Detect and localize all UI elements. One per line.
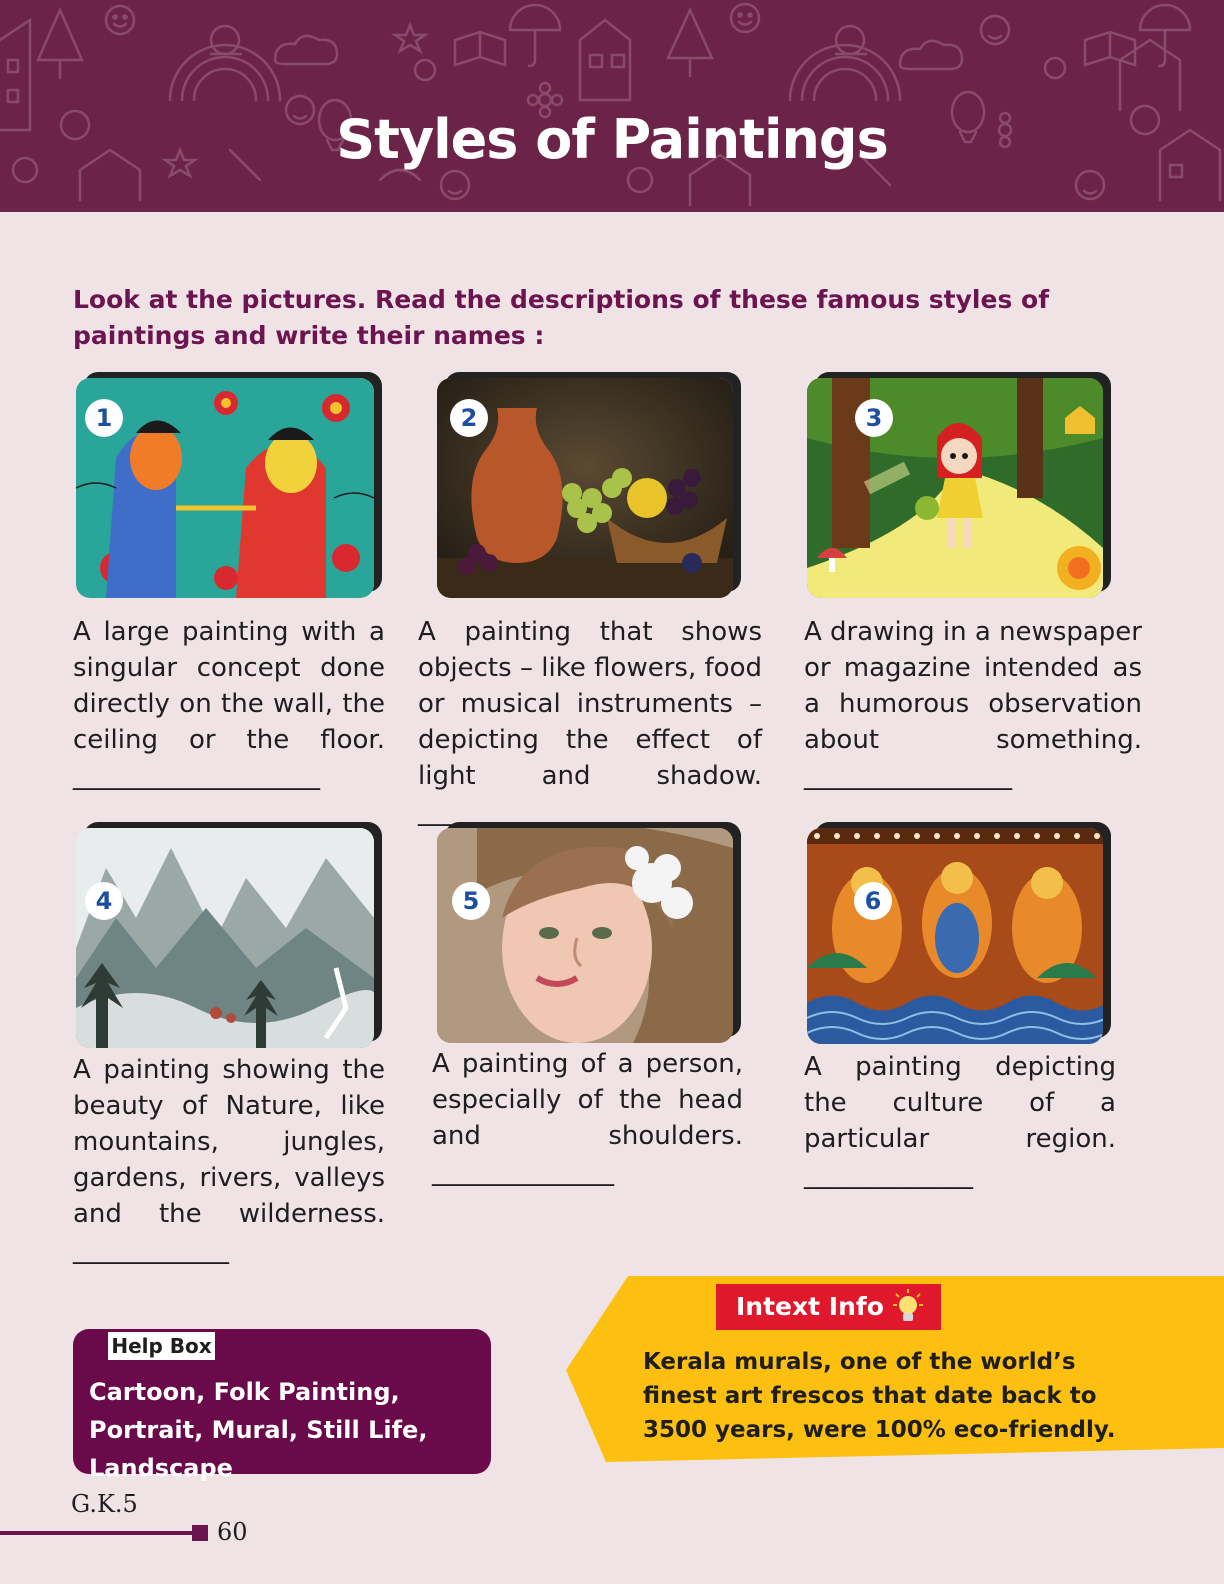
painting-image-3 <box>807 378 1103 598</box>
description-4-text: A painting showing the beauty of Nature, like mountains, jungles, gardens, rivers, valleys and the wilderness. <box>73 1055 385 1229</box>
page-number: 60 <box>217 1518 248 1546</box>
description-1 <box>73 614 385 794</box>
header-banner <box>0 0 1224 212</box>
landscape-illustration <box>76 828 374 1048</box>
description-5-text: A painting of a person, especially of the head and shoulders. <box>432 1049 743 1151</box>
help-box-words: Cartoon, Folk Painting, Portrait, Mural, Still Life, Landscape <box>89 1378 428 1482</box>
answer-blank-2[interactable]: ____________ <box>418 797 574 827</box>
doodle-pattern <box>0 0 1224 212</box>
intext-info-label: Intext Info <box>716 1284 941 1330</box>
footer-square <box>192 1525 208 1541</box>
item-number-5: 5 <box>452 882 490 920</box>
item-number-1: 1 <box>85 399 123 437</box>
instruction-text: Look at the pictures. Read the descriptions of these famous styles of paintings and write their names : <box>73 285 1050 350</box>
description-1-text: A large painting with a singular concept done directly on the wall, the ceiling or the floor. <box>73 617 385 755</box>
item-number-2: 2 <box>450 399 488 437</box>
answer-blank-4[interactable]: ____________ <box>73 1235 229 1265</box>
mural-illustration <box>807 828 1103 1044</box>
cartoon-illustration <box>807 378 1103 598</box>
description-2 <box>418 614 762 830</box>
answer-blank-1[interactable]: ___________________ <box>73 761 320 791</box>
intext-info-text: Kerala murals, one of the world’s finest art frescos that date back to 3500 years, were 100% eco-friendly. <box>643 1349 1116 1443</box>
help-box <box>73 1329 491 1482</box>
description-6-text: A painting depicting the culture of a particular region. <box>804 1052 1116 1154</box>
description-6 <box>804 1049 1116 1193</box>
painting-image-6 <box>807 828 1103 1044</box>
item-number-6: 6 <box>854 882 892 920</box>
description-4 <box>73 1052 385 1268</box>
answer-blank-6[interactable]: _____________ <box>804 1160 973 1190</box>
description-3 <box>804 614 1142 794</box>
description-3-text: A drawing in a newspaper or magazine intended as a humorous observation about something. <box>804 617 1142 755</box>
painting-image-4 <box>76 828 374 1048</box>
lightbulb-icon <box>893 1289 923 1325</box>
footer-book-title: G.K.5 <box>71 1490 138 1518</box>
painting-image-5 <box>437 828 733 1043</box>
help-box-label: Help Box <box>108 1332 215 1360</box>
page-title: Styles of Paintings <box>336 108 888 171</box>
description-5 <box>432 1046 743 1190</box>
footer-rule <box>0 1531 196 1535</box>
answer-blank-3[interactable]: ________________ <box>804 761 1012 791</box>
description-2-text: A painting that shows objects – like flowers, food or musical instruments – depicting the effect of light and shadow. <box>418 617 762 791</box>
portrait-illustration <box>437 828 733 1043</box>
item-number-3: 3 <box>855 399 893 437</box>
item-number-4: 4 <box>85 882 123 920</box>
answer-blank-5[interactable]: ______________ <box>432 1157 614 1187</box>
